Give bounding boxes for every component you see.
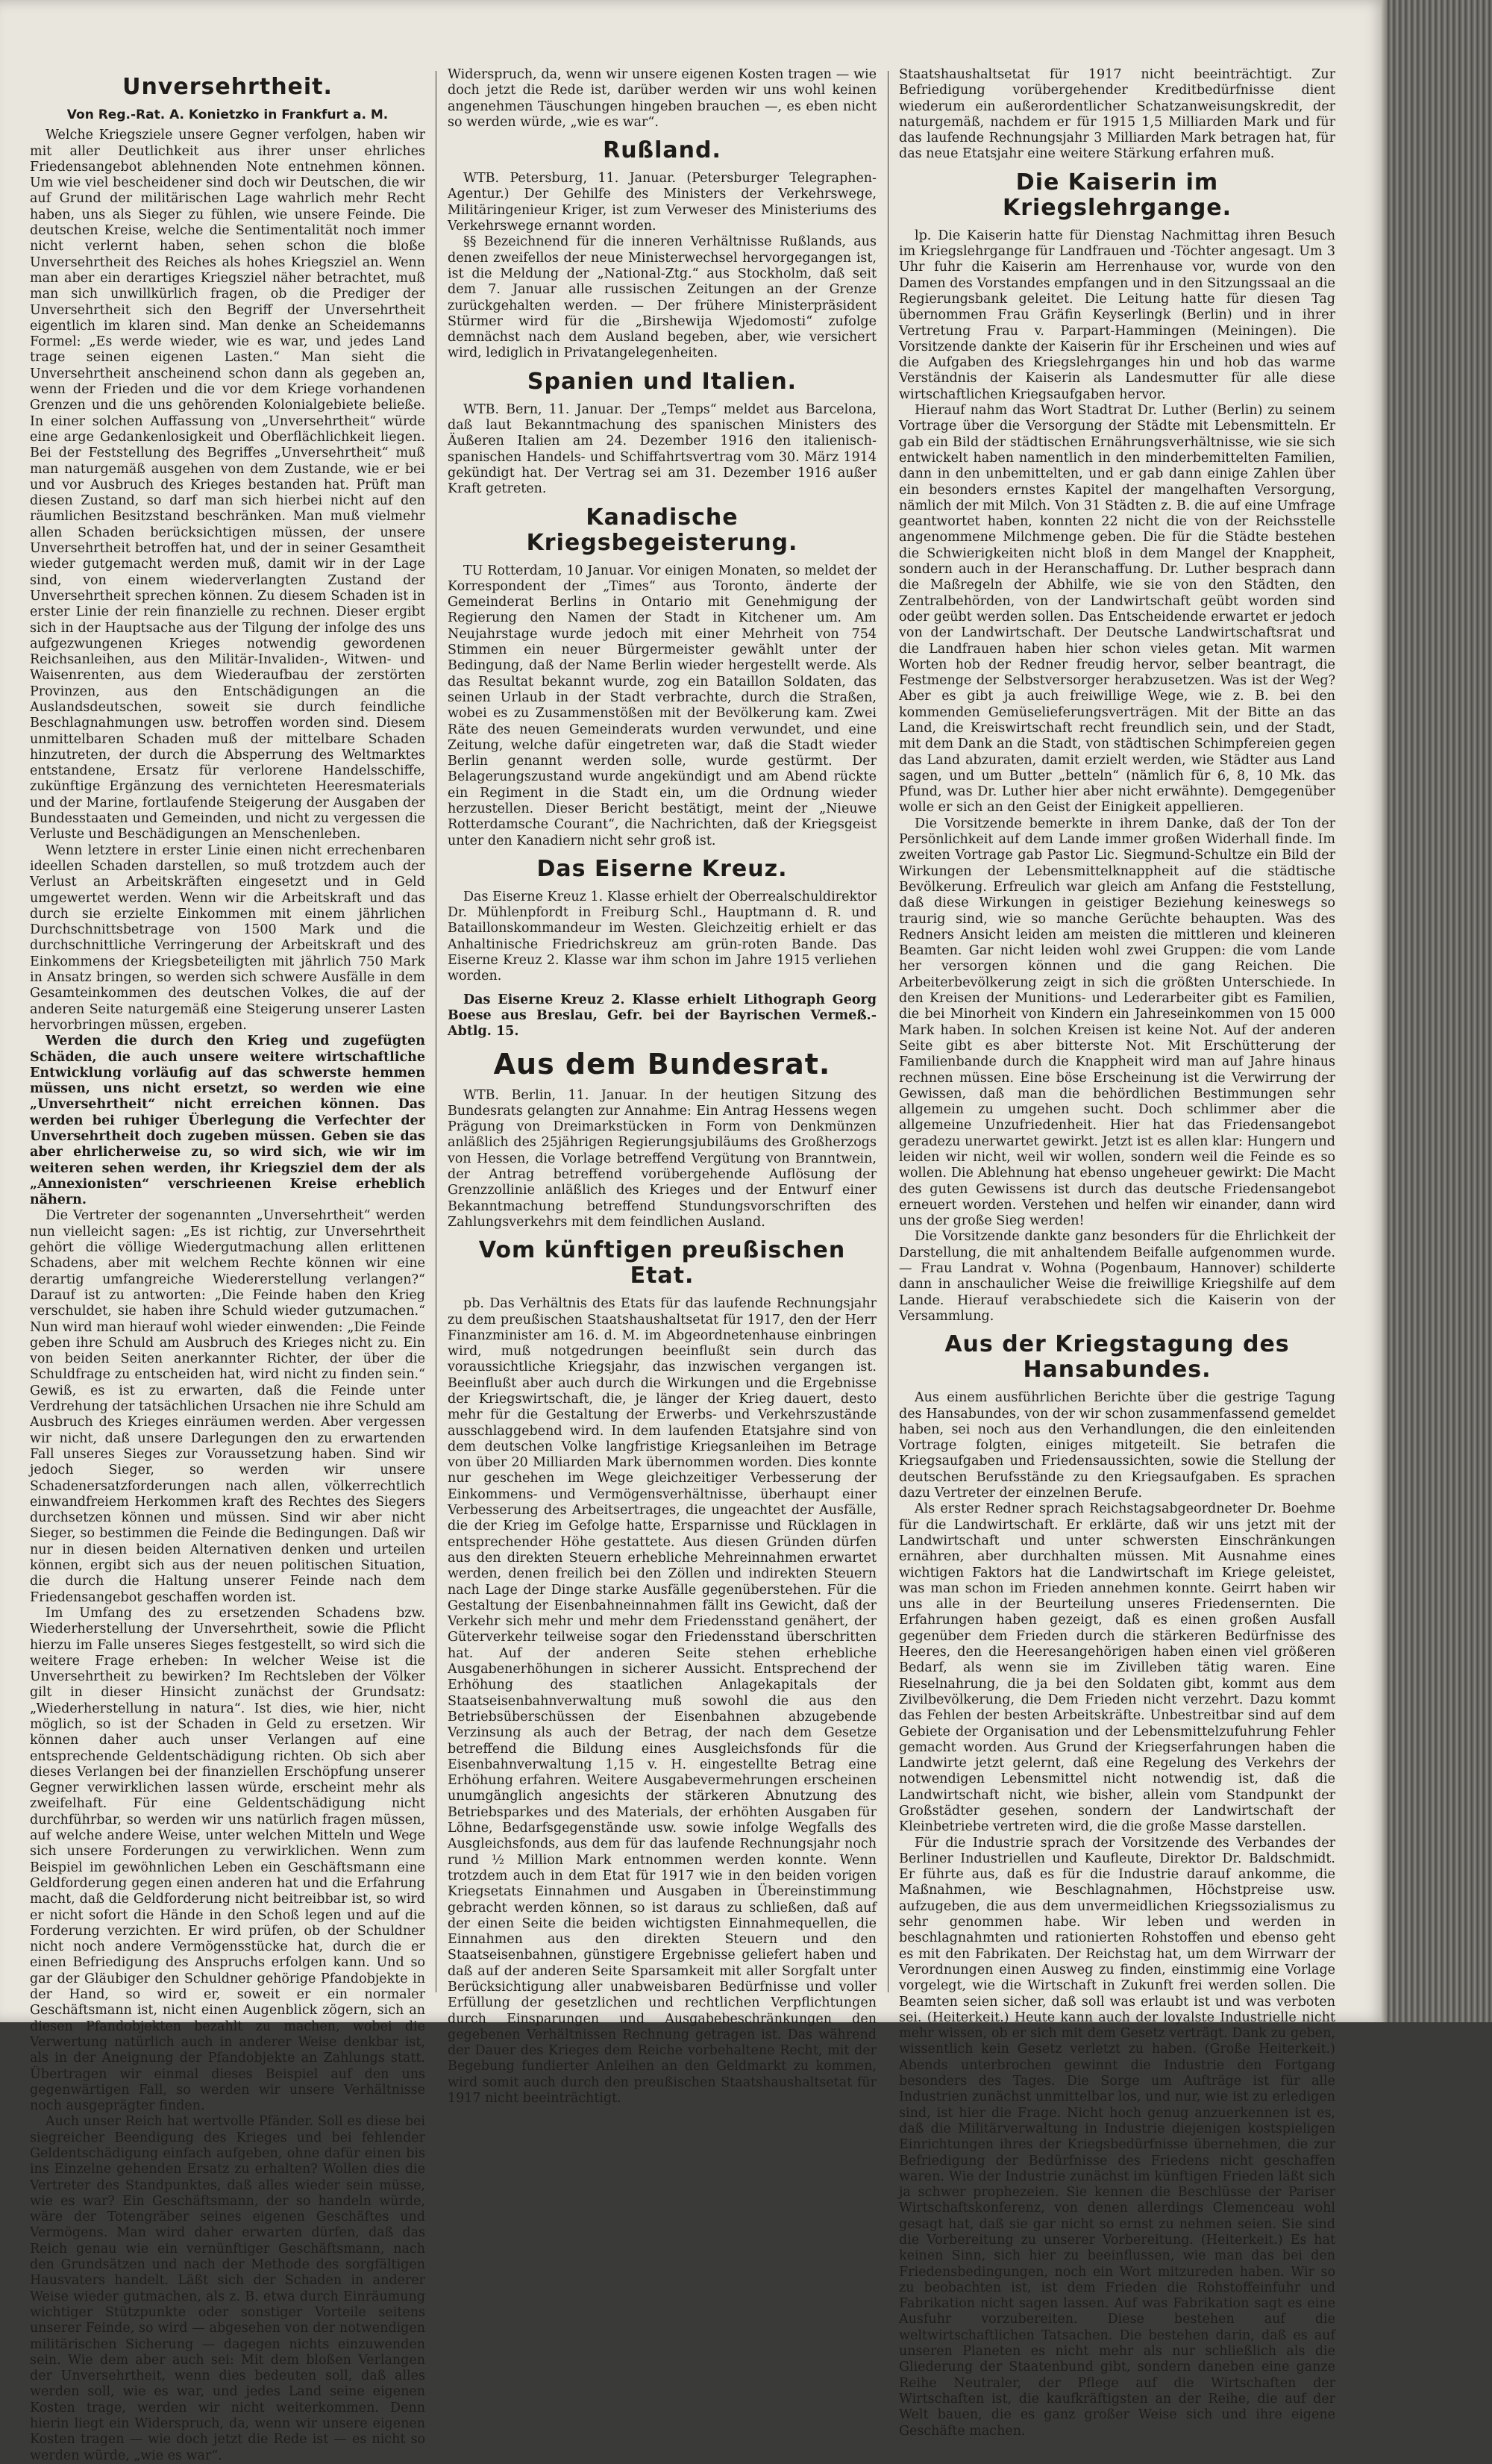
column-2 bbox=[448, 67, 877, 2107]
article-title: Kanadische Kriegsbegeisterung. bbox=[526, 504, 798, 556]
article-paragraph: Auch unser Reich hat wertvolle Pfänder. Soll es diese bei siegreicher Beendigung des Krieges und bei fehlender Geldentschädigung einfach aufgeben, ohne dafür einen bis ins Einzelne gehenden Ersatz zu erhalten? Wollen dies die Vertreter des Standpunktes, daß alles wieder sein müsse, wie es war? Ein Geschäftsmann, der so handeln würde, wäre der Totengräber seines eigenen Geschäftes und Vermögens. Man wird daher erwarten dürfen, daß das Reich genau wie ein vernünftiger Geschäftsmann, nach den Grundsätzen und nach der Methode des sorgfältigen Hausvaters handelt. Läßt sich der Schaden in anderer Weise wieder gutmachen, als z. B. etwa durch Einräumung wichtiger Stützpunkte oder sonstiger Vorteile seitens unserer Feinde, so wird — abgesehen von der notwendigen militärischen Sicherung — dagegen nichts einzuwenden sein. Wie dem aber auch sei: Mit dem bloßen Verlangen der Unversehrtheit, wenn dies bedeuten soll, daß alles werden soll, wie es war, und jedes Land seine eigenen Kosten trage, werden wir nicht weiterkommen. Denn hierin liegt ein Widerspruch, da, wenn wir unsere eigenen Kosten tragen — wie doch jetzt die Rede ist — es nicht so werden würde, „wie es war“. bbox=[30, 2114, 425, 2463]
book-binding bbox=[1388, 0, 1492, 2022]
article-byline: Von Reg.-Rat. A. Konietzko in Frankfurt a. M. bbox=[66, 107, 389, 122]
article-title: Rußland. bbox=[603, 137, 721, 164]
column-1 bbox=[30, 67, 425, 2463]
article-paragraph: WTB. Berlin, 11. Januar. In der heutigen Sitzung des Bundesrats gelangten zur Annahme: Ein Antrag Hessens wegen Prägung von Dreimarkstücken in Form von Denkmünzen anläßlich des 25jährigen Regierungsjubiläums des Großherzogs von Hessen, die Vorlage betreffend Vergütung von Branntwein, der Antrag betreffend vorübergehende Auflösung der Grenzzollinie anläßlich des Krieges und der Entwurf einer Bekanntmachung betreffend Stundungsvorschriften des Zahlungsverkehrs mit dem feindlichen Ausland. bbox=[448, 1087, 877, 1230]
article-title: Aus dem Bundesrat. bbox=[493, 1047, 831, 1081]
article-paragraph: WTB. Bern, 11. Januar. Der „Temps“ meldet aus Barcelona, daß laut Bekanntmachung des spanischen Ministers des Äußeren Italien am 24. Dezember 1916 den italienisch-spanischen Handels- und Schiffahrtsvertrag vom 30. März 1914 gekündigt hat. Der Vertrag sei am 31. Dezember 1916 außer Kraft getreten. bbox=[448, 401, 877, 497]
article-paragraph: Die Vorsitzende dankte ganz besonders für die Ehrlichkeit der Darstellung, die mit anhaltendem Beifalle aufgenommen wurde. — Frau Landrat v. Wohna (Pogenbaum, Hannover) schilderte dann in anschaulicher Weise die freiwillige Kriegshilfe auf dem Lande. Hierauf verabschiedete sich die Kaiserin von der Versammlung. bbox=[899, 1229, 1335, 1324]
article-paragraph: Im Umfang des zu ersetzenden Schadens bzw. Wiederherstellung der Unversehrtheit, sowie die Pflicht hierzu im Falle unseres Sieges festgestellt, so wird sich die weitere Frage erheben: In welcher Weise ist die Unversehrtheit zu bewirken? Im Rechtsleben der Völker gilt in dieser Hinsicht zunächst der Grundsatz: „Wiederherstellung in natura“. Ist dies, wie hier, nicht möglich, so ist der Schaden in Geld zu ersetzen. Wir können daher auch unser Verlangen auf eine entsprechende Geldentschädigung richten. Ob sich aber dieses Verlangen bei der finanziellen Erschöpfung unserer Gegner verwirklichen lassen würde, erscheint mehr als zweifelhaft. Für eine Geldentschädigung nicht durchführbar, so werden wir uns natürlich fragen müssen, auf welche andere Weise, unter welchen Mitteln und Wege sich unsere Forderungen zu verwirklichen. Wenn zum Beispiel im gewöhnlichen Leben ein Geschäftsmann eine Geldforderung gegen einen anderen hat und die Erfahrung macht, daß die Geldforderung nicht beitreibbar ist, so wird er nicht sofort die Hände in den Schoß legen und auf die Forderung verzichten. Er wird prüfen, ob der Schuldner nicht noch andere Vermögensstücke hat, durch die er einen Befriedigung des Anspruchs erfolgen kann. Und so gar der Gläubiger den Schuldner gehörige Pfandobjekte in der Hand, so wird er, soweit er ein normaler Geschäftsmann ist, nicht einen Augenblick zögern, sich an diesen Pfandobjekten bezahlt zu machen, wobei die Verwertung natürlich auch in anderer Weise denkbar ist, als in der Aneignung der Pfandobjekte an Zahlungs statt. Übertragen wir einmal dieses Beispiel auf den uns gegenwärtigen Fall, so werden wir unsere Verhältnisse noch ausgeprägter finden. bbox=[30, 1605, 425, 2114]
article-paragraph: Aus einem ausführlichen Berichte über die gestrige Tagung des Hansabundes, von der wir schon zusammenfassend gemeldet haben, sei noch aus den Verhandlungen, die den einleitenden Vortrage folgten, einiges mitgeteilt. Sie betrafen die Kriegsaufgaben und Friedensaussichten, sowie die Stellung der deutschen Berufsstände zu den Kriegsaufgaben. Es sprachen dazu Vertreter der einzelnen Berufe. bbox=[899, 1390, 1335, 1501]
article-paragraph: Die Vertreter der sogenannten „Unversehrtheit“ werden nun vielleicht sagen: „Es ist richtig, zur Unversehrtheit gehört die völlige Wiedergutmachung allen erlittenen Schadens, aber mit welchem Rechte können wir eine derartig umfangreiche Wiedererstellung verlangen?“ Darauf ist zu antworten: „Die Feinde haben den Krieg verschuldet, sie haben ihre Schuld wieder gutzumachen.“ Nun wird man hierauf wohl wieder einwenden: „Die Feinde geben ihre Schuld am Ausbruch des Krieges nicht zu. Ein von beiden Seiten anerkannter Richter, der über die Schuldfrage zu entscheiden hat, wird nicht zu finden sein.“ Gewiß, es ist zu erwarten, daß die Feinde unter Verdrehung der tatsächlichen Ursachen nie ihre Schuld am Ausbruch des Krieges einräumen werden. Aber vergessen wir nicht, daß unsere Darlegungen den zu erwartenden Fall unseres Sieges zur Voraussetzung haben. Sind wir jedoch Sieger, so werden wir unsere Schadenersatzforderungen nach allen, völkerrechtlich einwandfreiem Herkommen kraft des Rechtes des Siegers durchsetzen können und müssen. Sind wir aber nicht Sieger, so bestimmen die Feinde die Bedingungen. Daß wir nur in diesen beiden Alternativen denken und urteilen können, ergibt sich aus der neuen politischen Situation, die durch die Haltung unserer Feinde nach dem Friedensangebot geschaffen worden ist. bbox=[30, 1208, 425, 1605]
article-paragraph: Welche Kriegsziele unsere Gegner verfolgen, haben wir mit aller Deutlichkeit aus ihrer unser ehrliches Friedensangebot ablehnenden Note entnehmen können. Um wie viel bescheidener sind doch wir Deutschen, die wir auf Grund der militärischen Lage wahrlich mehr Recht haben, uns als Sieger zu fühlen, wie unsere Feinde. Die deutschen Kreise, welche die Sentimentalität noch immer nicht verlernt haben, sehen schon die bloße Unversehrtheit des Reiches als hohes Kriegsziel an. Wenn man aber ein derartiges Kriegsziel näher betrachtet, muß man sich unwillkürlich fragen, ob die Prediger der Unversehrtheit sich den Begriff der Unversehrtheit eigentlich im klaren sind. Man denke an Scheidemanns Formel: „Es werde wieder, wie es war, und jedes Land trage seinen eigenen Lasten.“ Man sieht die Unversehrtheit anscheinend schon dann als gegeben an, wenn der Frieden und die vor dem Kriege vorhandenen Grenzen und die uns gehörenden Kolonialgebiete beließe. In einer solchen Auffassung von „Unversehrtheit“ würde eine arge Gedankenlosigkeit und Oberflächlichkeit liegen. Bei der Feststellung des Begriffes „Unversehrtheit“ muß man naturgemäß ausgehen von dem Zustande, wie er bei und vor Ausbruch des Krieges bestanden hat. Prüft man diesen Zustand, so darf man sich hierbei nicht auf den räumlichen Besitzstand beschränken. Man muß vielmehr allen Schaden berücksichtigen müssen, der unsere Unversehrtheit betroffen hat, und der in seiner Gesamtheit wieder gutgemacht werden muß, damit wir in der Lage sind, von einem wiederverlangten Zustand der Unversehrtheit sprechen können. Zu diesem Schaden ist in erster Linie der rein finanzielle zu rechnen. Dieser ergibt sich in der Hauptsache aus der Tilgung der infolge des uns aufgezwungenen Krieges notwendig gewordenen Reichsanleihen, aus den Militär-Invaliden-, Witwen- und Waisenrenten, aus dem Wiederaufbau der zerstörten Provinzen, aus den Entschädigungen an die Auslandsdeutschen, soweit sie durch feindliche Beschlagnahmungen usw. betroffen worden sind. Diesem unmittelbaren Schaden muß der mittelbare Schaden hinzutreten, der durch die Absperrung des Weltmarktes entstandene, Ersatz für verlorene Handelsschiffe, zukünftige Ergänzung des vernichteten Heeresmaterials und der Marine, fortlaufende Steigerung der Ausgaben der Bundesstaaten und Gemeinden, und nicht zu vergessen die Verluste und Beschädigungen an Menschenleben. bbox=[30, 128, 425, 842]
article-title: Unversehrtheit. bbox=[122, 74, 333, 100]
continued-text: Staatshaushaltsetat für 1917 nicht beeinträchtigt. Zur Befriedigung vorübergehender Kreditbedürfnisse dient wiederum ein außerordentlicher Schatzanweisungskredit, der naturgemäß, nachdem er für 1915 1,5 Milliarden Mark und für das laufende Rechnungsjahr 3 Milliarden Mark betragen hat, für das neue Etatsjahr eine weitere Stärkung erfahren muß. bbox=[899, 67, 1335, 162]
article-paragraph: Hierauf nahm das Wort Stadtrat Dr. Luther (Berlin) zu seinem Vortrage über die Versorgung der Städte mit Lebensmitteln. Er gab ein Bild der städtischen Ernährungsverhältnisse, wie sie sich entwickelt haben namentlich in den minderbemittelten Familien, dann in den unbemittelten, und er gab dann einige Zahlen über ein besonders ernstes Kapitel der mangelhaften Versorgung, nämlich der mit Milch. Von 31 Städten z. B. die auf eine Umfrage geantwortet haben, konnten 22 nicht die von der Reichsstelle angenommene Milchmenge geben. Die für die Städte bestehen die Schwierigkeiten nicht bloß in dem Mangel der Knappheit, sondern auch in der Heranschaffung. Dr. Luther besprach dann die Maßregeln der Abhilfe, wie sie von den Städten, den Zentralbehörden, von der Landwirtschaft geübt worden sind oder geübt werden sollen. Das Entscheidende erwartet er jedoch von der Landwirtschaft. Der Deutsche Landwirtschaftsrat und die Landfrauen haben hier schon vieles getan. Mit warmen Worten hob der Redner freudig hervor, selber beantragt, die Festmenge der Selbstversorger herabzusetzen. Was ist der Weg? Aber es gibt ja auch freiwillige Wege, wie z. B. bei den kommenden Gemüselieferungsverträgen. Mit der Bitte an das Land, die Kreiswirtschaft recht freundlich sein, und der Stadt, mit dem Dank an die Stadt, von städtischen Schimpfereien gegen das Land abzuraten, damit erzielt werden, wie Städter aus Land sagen, und um Butter „betteln“ (nämlich für 6, 8, 10 Mk. das Pfund, was Dr. Luther hier aber nicht erwähnte). Demgegenüber wolle er sich an den Geist der Einigkeit appellieren. bbox=[899, 403, 1335, 816]
article-paragraph: TU Rotterdam, 10 Januar. Vor einigen Monaten, so meldet der Korrespondent der „Times“ aus Toronto, änderte der Gemeinderat Berlins in Ontario mit Genehmigung der Regierung den Namen der Stadt in Kitchener um. Am Neujahrstage wurde jedoch mit einer Mehrheit von 754 Stimmen ein neuer Bürgermeister gewählt unter der Bedingung, daß der Name Berlin wieder hergestellt werde. Als das Resultat bekannt wurde, zog ein Bataillon Soldaten, das seinen Urlaub in der Stadt verbrachte, durch die Straßen, wobei es zu Zusammenstößen mit der Bevölkerung kam. Zwei Räte des neuen Gemeinderats wurden verwundet, und eine Zeitung, welche dafür eingetreten war, daß die Stadt wieder Berlin genannt werden solle, wurde gestürmt. Der Belagerungszustand wurde angekündigt und am Abend rückte ein Regiment in die Stadt ein, um die Ordnung wieder herzustellen. Dieser Bericht bestätigt, meint der „Nieuwe Rotterdamsche Courant“, die Nachrichten, daß der Kriegsgeist unter den Kanadiern nicht sehr groß ist. bbox=[448, 563, 877, 848]
article-title: Vom künftigen preußischen Etat. bbox=[478, 1237, 846, 1289]
article-title: Die Kaiserin im Kriegslehrgange. bbox=[1002, 169, 1232, 221]
article-paragraph: lp. Die Kaiserin hatte für Dienstag Nachmittag ihren Besuch im Kriegslehrgange für Landfrauen und -Töchter angesagt. Um 3 Uhr fuhr die Kaiserin am Herrenhause vor, wurde von den Damen des Vorstandes empfangen und in den Sitzungssaal an die Regierungsbank geleitet. Die Leitung hatte für diesen Tag übernommen Frau Gräfin Keyserlingk (Berlin) und in ihrer Vertretung Frau v. Parpart-Hammingen (Meiningen). Die Vorsitzende dankte der Kaiserin für ihr Erscheinen und wies auf die Aufgaben des Kriegslehrganges hin und hob das warme Verständnis der Kaiserin als Landesmutter für alle diese wirtschaftlichen Kriegsaufgaben hervor. bbox=[899, 228, 1335, 402]
article-paragraph: §§ Bezeichnend für die inneren Verhältnisse Rußlands, aus denen zweifellos der neue Ministerwechsel hervorgegangen ist, ist die Meldung der „National-Ztg.“ aus Stockholm, daß seit dem 7. Januar alle russischen Zeitungen an der Grenze zurückgehalten werden. — Der frühere Ministerpräsident Stürmer wird für die „Birshewija Wjedomosti“ zufolge demnächst nach dem Ausland begeben, aber, wie versichert wird, lediglich in Privatangelegenheiten. bbox=[448, 234, 877, 361]
article-paragraph: Für die Industrie sprach der Vorsitzende des Verbandes der Berliner Industriellen und Kaufleute, Direktor Dr. Baldschmidt. Er führte aus, daß es für die Industrie darauf ankomme, die Maßnahmen, wie Beschlagnahmen, Höchstpreise usw. aufzugeben, die aus dem unvermeidlichen Kriegssozialismus zu sehr genommen habe. Wir leben und werden in beschlagnahmten und rationierten Rohstoffen und ebenso geht es mit den Fabrikaten. Der Reichstag hat, um dem Wirrwarr der Verordnungen einen Ausweg zu finden, einstimmig eine Vorlage vorgelegt, wie die Wirtschaft in Zukunft frei werden sollen. Die Beamten seien sicher, daß soll was erlaubt ist und was verboten sei. (Heiterkeit.) Heute kann auch der loyalste Industrielle nicht mehr wissen, ob er sich mit dem Gesetz verträgt. Dank zu geben, wissentlich kein Gesetz verletzt zu haben. (Große Heiterkeit.) Abends unterbrochen gewinnt die Industrie den Fortgang besonders des Tages. Die Sorge um Aufträge ist für alle Industrien zunächst unmittelbar los, und nur, wie ist zu erledigen sind, ist hier die Frage. Nicht hoch genug anzuerkennen ist es, daß die Militärverwaltung in Industrie diejenigen kostspieligen Einrichtungen ihres der Kriegsbedürfnisse übernehmen, die zur Befriedigung der Bedürfnisse des Friedens nicht geschaffen waren. Wie der Industrie zunächst im künftigen Frieden läßt sich ja schwer prophezeien. Sie kennen die Beschlüsse der Pariser Wirtschaftskonferenz, von denen allerdings Clemenceau wohl gesagt hat, daß sie gar nicht so ernst zu nehmen seien. Sie sind die Vorbereitung zu unserer Vorbereitung. (Heiterkeit.) Es hat keinen Sinn, sich hier zu beeinflussen, wie man das bei den Friedensbedingungen, noch ein Wort mitzureden haben. Wir so zu beobachten ist, ist dem Frieden die Rohstoffeinfuhr und Fabrikation nicht sagen lassen. Auf was Fabrikation sagt es eine Ausfuhr vorzubereiten. Diese bestehen auf die weltwirtschaftlichen Tatsachen. Die bestehen darin, daß es auf unseren Planeten es nicht mehr als nur schließlich als die Gliederung der Staatenbund gibt, sondern daneben eine ganze Reihe Neutraler, der Pflege auf die Wirtschaften der Wirtschaften ist, die kaufkräftigsten an der Reihe, die auf der Welt bauen, die es ganz großer Weise sich und ihre eigene Geschäfte machen. bbox=[899, 1835, 1335, 2439]
article-paragraph: WTB. Petersburg, 11. Januar. (Petersburger Telegraphen-Agentur.) Der Gehilfe des Ministers der Verkehrswege, Militäringenieur Kriger, ist zum Verweser des Ministeriums des Verkehrswege ernannt worden. bbox=[448, 171, 877, 234]
article-paragraph: Werden die durch den Krieg und zugefügten Schäden, die auch unsere weitere wirtschaftliche Entwicklung vorläufig auf das schwerste hemmen müssen, uns nicht ersetzt, so werden wie eine „Unversehrtheit“ nicht erreichen können. Das werden bei ruhiger Überlegung die Verfechter der Unversehrtheit doch zugeben müssen. Geben sie das aber ehrlicherweise zu, so wird sich, wie wir im weiteren sehen werden, ihr Kriegsziel dem der als „Annexionisten“ verschrieenen Kreise erheblich nähern. bbox=[30, 1034, 425, 1208]
article-title: Aus der Kriegstagung des Hansabundes. bbox=[944, 1331, 1290, 1383]
article-note: Das Eiserne Kreuz 2. Klasse erhielt Lithograph Georg Boese aus Breslau, Gefr. bei der Bayrischen Vermeß.-Abtlg. 15. bbox=[448, 992, 877, 1039]
column-3 bbox=[899, 67, 1335, 2439]
article-paragraph: pb. Das Verhältnis des Etats für das laufende Rechnungsjahr zu dem preußischen Staatshaushaltsetat für 1917, den der Herr Finanzminister am 16. d. M. im Abgeordnetenhause einbringen wird, muß notgedrungen beeinflußt sein durch das voraussichtliche Kriegsjahr, das inzwischen vergangen ist. Beeinflußt aber auch durch die Wirkungen und die Ergebnisse der Kriegswirtschaft, die, je länger der Krieg dauert, desto mehr für die Gestaltung der Erwerbs- und Verkehrszustände ausschlaggebend wird. In dem laufenden Etatsjahre sind von dem deutschen Volke langfristige Kriegsanleihen im Betrage von über 20 Milliarden Mark übernommen worden. Dies konnte nur geschehen im Wege gleichzeitiger Verbesserung der Einkommens- und Vermögensverhältnisse, überhaupt einer Verbesserung des Arbeitsertrages, die ungeachtet der Ausfälle, die der Krieg im Gefolge hatte, Ersparnisse und Rücklagen in entsprechender Höhe gestattete. Aus diesen Gründen dürfen aus den direkten Steuern erhebliche Mehreinnahmen erwartet werden, denen freilich bei den Zöllen und indirekten Steuern nach Lage der Dinge starke Ausfälle gegenüberstehen. Für die Gestaltung der Eisenbahneinnahmen fällt ins Gewicht, daß der Verkehr sich mehr und mehr dem Friedensstand genähert, der Güterverkehr teilweise sogar den Friedensstand überschritten hat. Auf der anderen Seite stehen erhebliche Ausgabenerhöhungen in sicherer Aussicht. Entsprechend der Erhöhung des staatlichen Anlagekapitals der Staatseisenbahnverwaltung muß sowohl die aus den Betriebsüberschüssen der Eisenbahnen abzugebende Verzinsung als auch der Betrag, der nach dem Gesetze betreffend die Bildung eines Ausgleichsfonds für die Eisenbahnverwaltung 1,15 v. H. eingestellte Betrag eine Erhöhung erfahren. Weitere Ausgabevermehrungen erscheinen unumgänglich angesichts der stärkeren Abnutzung des Betriebsparkes und des Materials, der erhöhten Ausgaben für Löhne, Bedarfsgegenstände usw. sowie infolge Wegfalls des Ausgleichsfonds, aus dem für das laufende Rechnungsjahr noch rund ½ Million Mark entnommen werden konnte. Wenn trotzdem auch in dem Etat für 1917 wie in den beiden vorigen Kriegsetats Einnahmen und Ausgaben in Übereinstimmung gebracht werden können, so ist daraus zu schließen, daß auf der einen Seite die beiden wichtigsten Einnahmequellen, die Einnahmen aus den direkten Steuern und den Staatseisenbahnen, günstigere Ergebnisse geliefert haben und daß auf der anderen Seite Sparsamkeit mit aller Sorgfalt unter Berücksichtigung aller unabweisbaren Bedürfnisse und voller Erfüllung der gesetzlichen und rechtlichen Verpflichtungen durch Einsparungen und Ausgabebeschränkungen den gegebenen Verhältnissen Rechnung getragen ist. Das während der Dauer des Krieges dem Reiche vorbehaltene Recht, mit der Begebung fundierter Anleihen an den Geldmarkt zu kommen, wird somit auch durch den preußischen Staatshaushaltsetat für 1917 nicht beeinträchtigt. bbox=[448, 1296, 877, 2107]
article-paragraph: Das Eiserne Kreuz 1. Klasse erhielt der Oberrealschuldirektor Dr. Mühlenpfordt in Freiburg Schl., Hauptmann d. R. und Bataillonskommandeur im Westen. Gleichzeitig erhielt er das Anhaltinische Friedrichskreuz am grün-roten Bande. Das Eiserne Kreuz 2. Klasse war ihm schon im Jahre 1915 verliehen worden. bbox=[448, 889, 877, 984]
article-paragraph: Die Vorsitzende bemerkte in ihrem Danke, daß der Ton der Persönlichkeit auf dem Lande immer großen Widerhall finde. Im zweiten Vortrage gab Pastor Lic. Siegmund-Schultze ein Bild der Wirkungen der Lebensmittelknappheit auf die städtische Bevölkerung. Erfreulich war gleich am Anfang die Feststellung, daß diese Wirkungen in geistiger Beziehung keineswegs so traurig sind, wie so manche Gerüchte behaupten. Was des Redners Ansicht leiden am meisten die mittleren und kleineren Beamten. Gar nicht leiden wohl zwei Gruppen: die vom Lande her versorgen können und die gang Reichen. Die Arbeiterbevölkerung zeigt in sich die größten Unterschiede. In den Kreisen der Munitions- und Lederarbeiter gibt es Familien, die bei Minorheit von Kindern ein Jahreseinkommen von 15 000 Mark haben. In solchen Kreisen ist keine Not. Auf der anderen Seite gibt es aber bitterste Not. Mit Erschütterung der Familienbande durch die Knappheit wird man auf Jahre hinaus rechnen müssen. Eine böse Erscheinung ist die Verwirrung der Gewissen, daß man die behördlichen Bestimmungen sehr allgemein zu umgehen sucht. Doch schlimmer aber die allgemeine Unzufriedenheit. Hier hat das Friedensangebot geradezu unerwartet gewirkt. Jetzt ist es allen klar: Hungern und leiden wir nicht, weil wir wollen, sondern weil die Feinde es so wollen. Die Ablehnung hat ebenso ungeheuer gewirkt: Die Macht des guten Gewissens ist durch das deutsche Friedensangebot erneuert worden. Verstehen und helfen wir einander, dann wird uns der große Sieg werden! bbox=[899, 816, 1335, 1229]
article-title: Das Eiserne Kreuz. bbox=[536, 855, 788, 882]
article-paragraph: Wenn letztere in erster Linie einen nicht errechenbaren ideellen Schaden darstellen, so muß trotzdem auch der Verlust an Arbeitskräften eingesetzt und in Geld umgewertet werden. Wenn wir die Arbeitskraft und das durch sie erzielte Einkommen mit einem jährlichen Durchschnittsbetrage von 1500 Mark und die durchschnittliche Verringerung der Arbeitskraft und des Einkommens der Kriegsbeteiligten mit jährlich 750 Mark in Ansatz bringen, so werden sich schwere Ausfälle in dem Gesamteinkommen des deutschen Volkes, die auf der anderen Seite naturgemäß eine Steigerung unserer Lasten hervorbringen müssen, ergeben. bbox=[30, 842, 425, 1033]
continued-text: Widerspruch, da, wenn wir unsere eigenen Kosten tragen — wie doch jetzt die Rede ist, darüber werden wir uns wohl keinen angenehmen Täuschungen hingeben brauchen —, es eben nicht so werden würde, „wie es war“. bbox=[448, 67, 877, 130]
article-paragraph: Als erster Redner sprach Reichstagsabgeordneter Dr. Boehme für die Landwirtschaft. Er erklärte, daß wir uns jetzt mit der Landwirtschaft und unter schwersten Einschränkungen ernähren, aber durchhalten müssen. Mit Ausnahme eines wichtigen Faktors hat die Landwirtschaft im Kriege geleistet, was man schon im Frieden annehmen konnte. Geirrt haben wir uns alle in der Beurteilung unseres Friedensernten. Die Erfahrungen haben gezeigt, daß es einen großen Ausfall gegenüber dem Frieden durch die stärkeren Bedürfnisse des Heeres, den die Heeresangehörigen haben einen viel größeren Bedarf, als wenn sie im Zivilleben tätig waren. Eine Rieselnahrung, die ja bei den Soldaten gibt, kommt aus dem Zivilbevölkerung, die Dem Frieden nicht verzehrt. Dazu kommt das Fehlen der besten Arbeitskräfte. Unbestreitbar sind auf dem Gebiete der Organisation und der Lebensmittelzufuhrung Fehler gemacht worden. Aus Grund der Kriegserfahrungen haben die Landwirte jetzt gelernt, daß eine Regelung des Verkehrs der notwendigen Lebensmittel nicht notwendig ist, daß die Landwirtschaft nicht, wie bisher, allein vom Standpunkt der Großstädter gesehen, sondern der Landwirtschaft der Kleinbetriebe vertreten wird, die die große Masse darstellen. bbox=[899, 1501, 1335, 1835]
article-title: Spanien und Italien. bbox=[527, 368, 797, 395]
